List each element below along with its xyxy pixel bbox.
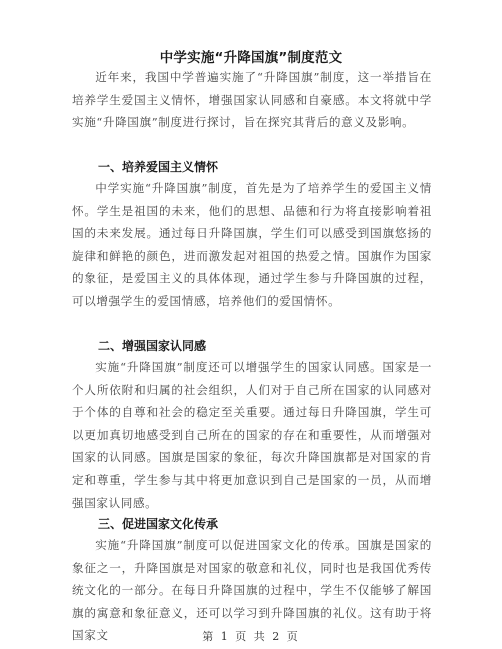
document-title: 中学实施“升降国旗”制度范文 bbox=[159, 50, 343, 66]
section-heading-1: 一、培养爱国主义情怀 bbox=[98, 160, 219, 174]
section-paragraph-2: 实施“升降国旗”制度还可以增强学生的国家认同感。国家是一个人所依附和归属的社会组织，人们对于自己所在国家的认同感对于个体的自尊和社会的稳定至关重要。通过每日升降国旗，学生可以更加真切地感受到自己所在的国家的存在和重要性，从而增强对国家的认同感。国旗是国家的象征，每次升降国旗都是对国家的肯定和尊重，学生参与其中将更加意识到自己是国家的一员，从而增强国家认同感。 bbox=[72, 360, 432, 510]
section-heading-3: 三、促进国家文化传承 bbox=[98, 517, 219, 531]
intro-paragraph: 近年来，我国中学普遍实施了“升降国旗”制度，这一举措旨在培养学生爱国主义情怀，增强国家认同感和自豪感。本文将就中学实施“升降国旗”制度进行探讨，旨在探究其背后的意义及影响。 bbox=[72, 70, 432, 130]
section-paragraph-1: 中学实施“升降国旗”制度，首先是为了培养学生的爱国主义情怀。学生是祖国的未来，他们的思想、品德和行为将直接影响着祖国的未来发展。通过每日升降国旗，学生们可以感受到国旗悠扬的旋律和鲜艳的颜色，进而激发起对祖国的热爱之情。国旗作为国家的象征，是爱国主义的具体体现，通过学生参与升降国旗的过程，可以增强学生的爱国情感，培养他们的爱国情怀。 bbox=[72, 181, 432, 308]
section-heading-2: 二、增强国家认同感 bbox=[98, 339, 207, 353]
section-paragraph-3: 实施“升降国旗”制度可以促进国家文化的传承。国旗是国家的象征之一，升降国旗是对国家的敬意和礼仪，同时也是我国优秀传统文化的一部分。在每日升降国旗的过程中，学生不仅能够了解国旗的寓意和象征意义，还可以学习到升降国旗的礼仪。这有助于将国家文 bbox=[72, 538, 432, 643]
page-footer: 第 1 页 共 2 页 bbox=[202, 630, 300, 643]
